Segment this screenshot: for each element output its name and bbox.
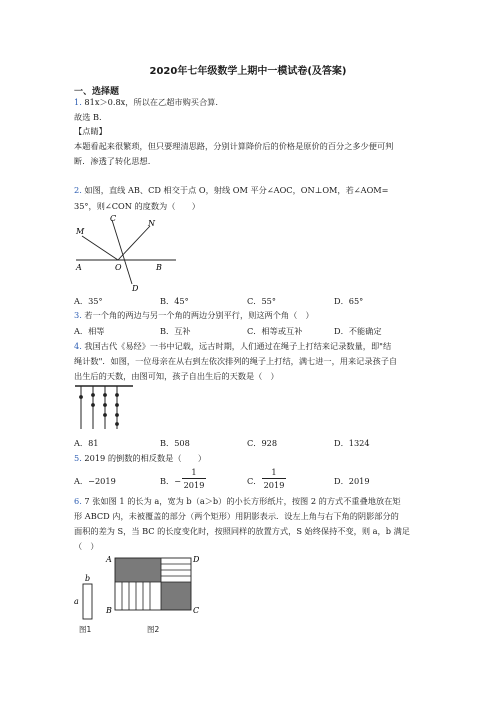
q3-line xyxy=(74,310,314,321)
q1-text1: 81x＞0.8x，所以在乙超市购买合算. xyxy=(84,97,218,107)
q5-option-c-numerator: 1 xyxy=(271,467,277,477)
q4-knot-rope-figure xyxy=(73,383,137,431)
q5-option-c-fraction xyxy=(262,467,286,490)
fig2-label-D: D xyxy=(193,555,200,564)
q5-option-b-denominator: 2019 xyxy=(183,480,205,490)
q5-option-b-label: B．− xyxy=(160,476,182,486)
q5-option-b-fraction xyxy=(182,467,206,490)
fig-label-O: O xyxy=(115,263,122,272)
q6-line3: 面积的差为 S，当 BC 的长度变化时，按照同样的放置方式，S 始终保持不变，则 a，b 满足 xyxy=(74,526,410,536)
q3-text: 若一个角的两边与另一个角的两边分别平行，则这两个角（ ） xyxy=(84,310,314,320)
q1-line4: 断．渗透了转化思想. xyxy=(74,156,151,166)
fig2-label-B: B xyxy=(106,606,112,615)
q3-option-c: C．相等或互补 xyxy=(247,326,303,336)
q5-option-c-label: C． xyxy=(247,476,262,486)
fig2-label-C: C xyxy=(193,606,200,615)
fig1-label-a: a xyxy=(74,597,79,606)
fig-label-B: B xyxy=(156,263,162,272)
q5-number: 5. xyxy=(74,453,82,463)
q2-option-b: B．45° xyxy=(160,296,189,306)
fig-label-D: D xyxy=(132,284,139,292)
q4-text1: 我国古代《易经》一书中记载，远古时期，人们通过在绳子上打结来记录数量，即"结 xyxy=(84,341,392,351)
page-title: 2020年七年级数学上期中一模试卷(及答案) xyxy=(149,66,347,77)
fig2-caption: 图2 xyxy=(147,625,160,634)
q4-option-c: C．928 xyxy=(247,438,278,448)
q2-line2: 35°，则∠CON 的度数为（ ） xyxy=(74,201,200,211)
q5-option-a: A．−2019 xyxy=(74,476,116,486)
fig1-label-b: b xyxy=(85,574,91,583)
q1-tip: 【点睛】 xyxy=(74,126,107,136)
q2-number: 2. xyxy=(74,185,82,195)
q3-number: 3. xyxy=(74,310,82,320)
q5-option-c-denominator: 2019 xyxy=(263,480,285,490)
q5-line xyxy=(74,453,206,464)
q1-line1 xyxy=(74,97,218,108)
q4-option-b: B．508 xyxy=(160,438,190,448)
q1-number: 1. xyxy=(74,97,82,107)
q5-option-b-numerator: 1 xyxy=(191,467,197,477)
q6-number: 6. xyxy=(74,496,82,506)
q4-option-d: D．1324 xyxy=(334,438,370,448)
q4-number: 4. xyxy=(74,341,82,351)
q6-figure-2 xyxy=(104,552,214,618)
q1-line2: 故选 B. xyxy=(74,112,102,122)
fig1-caption: 图1 xyxy=(79,625,92,634)
q6-line4: （ ） xyxy=(74,541,99,551)
q4-option-a: A．81 xyxy=(74,438,99,448)
q3-option-a: A．相等 xyxy=(74,326,105,336)
q2-line1 xyxy=(74,185,389,196)
q1-line3: 本题看起来很繁琐，但只要理清思路，分别计算降价后的价格是原价的百分之多少便可判 xyxy=(74,141,394,151)
q6-line1 xyxy=(74,496,401,507)
q6-text1: 7 张如图 1 的长为 a，宽为 b（a＞b）的小长方形纸片，按图 2 的方式不重叠地放在矩 xyxy=(84,496,401,506)
q5-option-d: D．2019 xyxy=(334,476,370,486)
q2-option-a: A．35° xyxy=(74,296,103,306)
q3-option-b: B．互补 xyxy=(160,326,191,336)
q2-option-d: D．65° xyxy=(334,296,364,306)
fig-label-A: A xyxy=(76,263,82,272)
q4-line3: 出生后的天数，由图可知，孩子自出生后的天数是（ ） xyxy=(74,371,279,381)
fig2-label-A: A xyxy=(106,555,112,564)
q6-line2: 形 ABCD 内，未被覆盖的部分（两个矩形）用阴影表示．设左上角与右下角的阴影部分的 xyxy=(74,511,399,521)
q2-figure xyxy=(72,212,182,292)
fig-label-M: M xyxy=(76,227,85,236)
q4-line1 xyxy=(74,341,391,352)
section-heading: 一、选择题 xyxy=(74,87,120,97)
fig-label-C: C xyxy=(110,214,117,223)
q2-option-c: C．55° xyxy=(247,296,276,306)
q5-text: 2019 的倒数的相反数是（ ） xyxy=(84,453,207,463)
q6-figure-1 xyxy=(72,572,102,632)
q4-line2: 绳计数"．如图，一位母亲在从右到左依次排列的绳子上打结，满七进一，用来记录孩子自 xyxy=(74,356,398,366)
fig-label-N: N xyxy=(148,219,155,228)
q2-text1: 如图，直线 AB、CD 相交于点 O，射线 OM 平分∠AOC，ON⊥OM，若∠AOM= xyxy=(84,185,389,195)
q3-option-d: D．不能确定 xyxy=(334,326,382,336)
